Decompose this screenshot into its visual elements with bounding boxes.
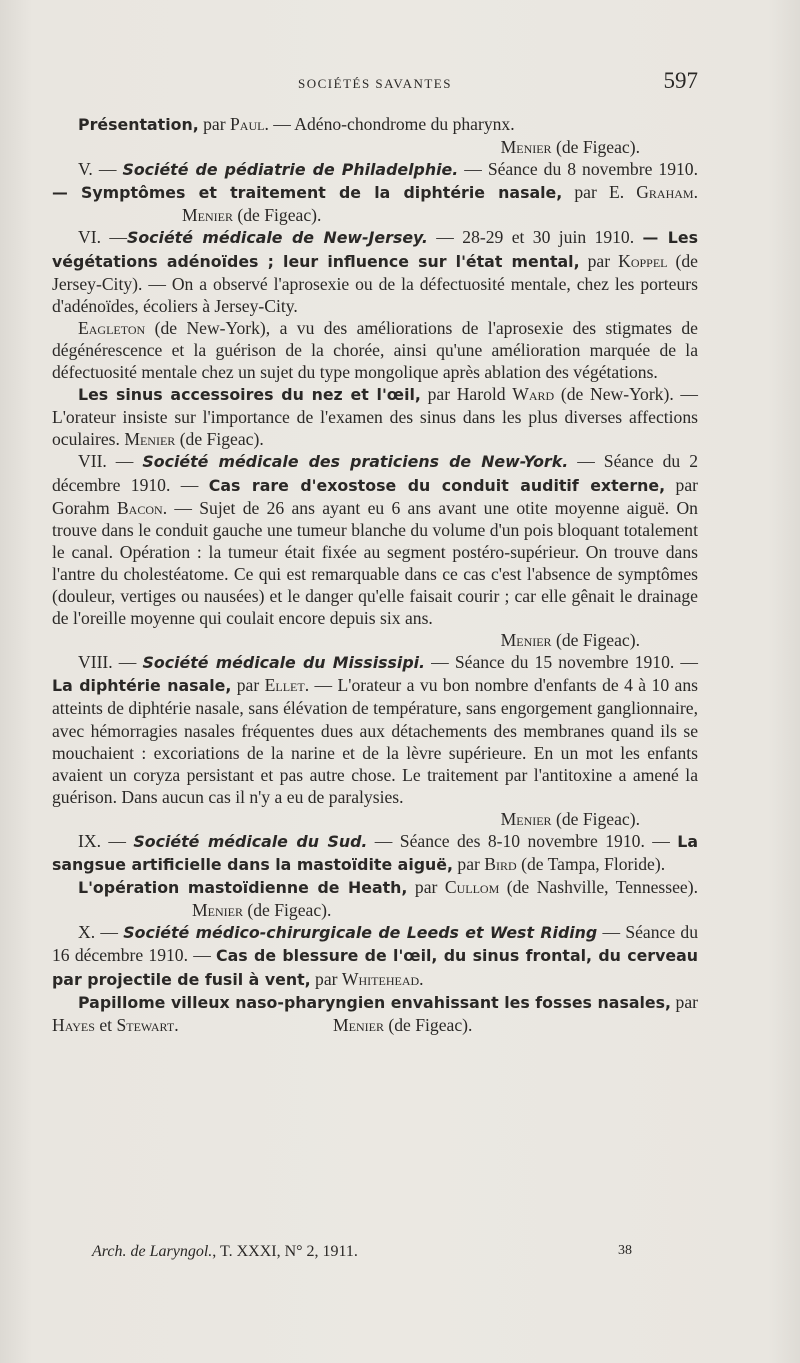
text-run: — Séance du 15 novembre 1910. — [425, 652, 699, 673]
paragraph-eagleton [52, 317, 698, 383]
text-run: par E. [562, 182, 637, 203]
section-number: V. — [78, 159, 123, 180]
author-name: Bacon [116, 497, 163, 518]
signature-name: Menier [182, 205, 233, 226]
society-name: Société médicale de New-Jersey. [126, 228, 428, 248]
text-run: (de Nashville, Tennessee). [499, 877, 698, 898]
text-run: . — Adéno-chondrome du pharynx. [264, 114, 515, 134]
text-run: — Séance du 2 décembre 1910. — [52, 451, 698, 495]
signature-line [52, 629, 698, 651]
body-text [52, 113, 698, 1036]
text-run: . [174, 1014, 183, 1035]
author-name: Paul [230, 114, 265, 134]
signature-place: (de Figeac). [551, 630, 640, 651]
text-run: . — L'orateur a vu bon nombre d'enfants de 4 à 10 ans atteints de diphtérie nasale, sans élévation de température, sans engorgement ganglionnaire, avec hémorragies nasales fréquentes dues aux détachements des membranes quand ils se mouchaient : excoriations de la narine et de la lèvre supérieure. En un mot les enfants avaient un coryza persistant et pas autre chose. Le traitement par l'antitoxine a amené la guérison. Dans aucun cas il n'y a eu de paralysies. [52, 675, 698, 807]
text-run: (de Tampa, Floride). [516, 854, 666, 875]
text-run: par [231, 675, 265, 696]
signature-name: Menier [500, 808, 552, 829]
signature-line [52, 808, 698, 830]
society-name: Société médicale du Sud. [133, 832, 368, 851]
author-name: Bird [484, 854, 517, 875]
running-head: SOCIÉTÉS SAVANTES [298, 76, 452, 91]
paragraph-presentation [52, 113, 698, 136]
paragraph-section-v [52, 158, 698, 226]
paragraph-papillome [52, 991, 698, 1036]
text-run: (de New-York), a vu des améliorations de l'aprosexie des stigmates de dégénérescence et la guérison de la chorée, ainsi qu'une amélioration marquée de la défectuosité mentale chez un sujet du type mongolique après ablation des végétations. [52, 317, 698, 383]
paragraph-section-x [52, 921, 698, 990]
section-number: VI. — [78, 227, 127, 248]
society-name: Société médico-chirurgicale de Leeds et West Riding [123, 923, 598, 943]
author-name: Ward [512, 384, 555, 405]
signature-place: (de Figeac). [175, 429, 264, 450]
signature-place: (de Figeac). [232, 205, 322, 226]
article-title: — Symptômes et traitement de la diphtérie nasale, [52, 183, 563, 203]
text-run: par Gorahm [52, 474, 699, 518]
paragraph-section-vi [52, 226, 698, 316]
text-run: . [693, 182, 698, 203]
page-number: 597 [663, 68, 698, 93]
section-number: IX. — [78, 831, 134, 851]
article-title: L'opération mastoïdienne de Heath, [78, 878, 408, 898]
article-title: Présentation, [78, 115, 199, 134]
text-run: — Séance du 16 décembre 1910. — [52, 922, 699, 966]
journal-reference [92, 1243, 358, 1261]
text-run: — 28-29 et 30 juin 1910. [427, 227, 643, 248]
author-name: Graham [636, 182, 694, 203]
article-title: La diphtérie nasale, [52, 676, 232, 696]
section-number: VIII. — [78, 652, 143, 673]
signature-name: Menier [124, 429, 176, 450]
paragraph-sinus [52, 383, 698, 450]
paragraph-section-viii [52, 651, 698, 808]
signature-name: Menier [500, 137, 552, 158]
author-name: Hayes [52, 1014, 95, 1035]
society-name: Société médicale des praticiens de New-York. [142, 452, 569, 472]
text-run: par [671, 991, 698, 1012]
text-run: . [419, 968, 424, 989]
journal-title: Arch. de Laryngol. [92, 1243, 213, 1260]
paragraph-heath [52, 876, 698, 921]
section-number: X. — [78, 922, 124, 943]
text-run: — Séance des 8-10 novembre 1910. — [367, 831, 678, 851]
signature-place: (de Figeac). [383, 1014, 473, 1035]
page-header [52, 66, 698, 106]
author-name: Stewart [116, 1014, 175, 1035]
text-run: par Harold [420, 384, 513, 405]
article-title: Les sinus accessoires du nez et l'œil, [78, 385, 421, 405]
text-run: par [579, 250, 619, 271]
text-run: (de New-York). — L'orateur insiste sur l'importance de l'examen des sinus dans les plus diverses affections oculaires. [52, 384, 698, 450]
text-run: . — Sujet de 26 ans ayant eu 6 ans avant une otite moyenne aiguë. On trouve dans le conduit gauche une tumeur blanche du volume d'un pois bloquant totalement le canal. Opération : la tumeur était fixée au segment postéro-supérieur. On trouve dans l'antre du cholestéatome. Ce qui est remarquable dans ce cas c'est l'absence de symptômes (douleur, vertiges ou nausées) et le danger qu'elle faisait courir ; car elle gênait le drainage de l'oreille moyenne qui coulait encore depuis six ans. [52, 497, 698, 629]
text-run: par [310, 968, 342, 989]
signature-name: Menier [500, 630, 552, 651]
signature-name: Menier [192, 900, 243, 921]
article-title: Cas rare d'exostose du conduit auditif externe, [208, 475, 666, 495]
text-run: — Séance du 8 novembre 1910. [458, 159, 698, 180]
text-run: (de Jersey-City). — On a observé l'aprosexie ou de la défectuosité mentale, chez les porteurs d'adénoïdes, écoliers à Jersey-City. [52, 250, 698, 316]
author-name: Ellet [264, 675, 305, 696]
text-run: par [453, 854, 485, 875]
society-name: Société de pédiatrie de Philadelphie. [122, 160, 459, 180]
signature-place: (de Figeac). [551, 137, 640, 158]
journal-volume: , T. XXXI, N° 2, 1911. [212, 1243, 358, 1260]
signature-place: (de Figeac). [551, 808, 640, 829]
signature-place: (de Figeac). [242, 900, 332, 921]
article-title: — Les végétations adénoïdes ; leur influence sur l'état mental, [52, 228, 698, 271]
signature-name: Menier [332, 1014, 384, 1035]
paragraph-section-vii [52, 450, 698, 629]
text-run: par [198, 114, 230, 134]
article-title: Papillome villeux naso-pharyngien envahissant les fosses nasales, [78, 992, 672, 1012]
signature-mark: 38 [618, 1243, 632, 1258]
article-title: Cas de blessure de l'œil, du sinus frontal, du cerveau par projectile de fusil à vent, [52, 946, 699, 989]
author-name: Cullom [444, 877, 500, 898]
signature-line [52, 136, 698, 158]
author-name: Koppel [618, 250, 668, 271]
society-name: Société médicale du Mississipi. [142, 653, 426, 673]
section-number: VII. — [78, 451, 143, 472]
author-name: Eagleton [78, 317, 146, 338]
text-run: par [407, 877, 445, 898]
paragraph-section-ix [52, 830, 698, 876]
article-title: La sangsue artificielle dans la mastoïdite aiguë, [52, 832, 698, 875]
author-name: Whitehead [341, 968, 420, 989]
text-run: et [94, 1014, 117, 1035]
